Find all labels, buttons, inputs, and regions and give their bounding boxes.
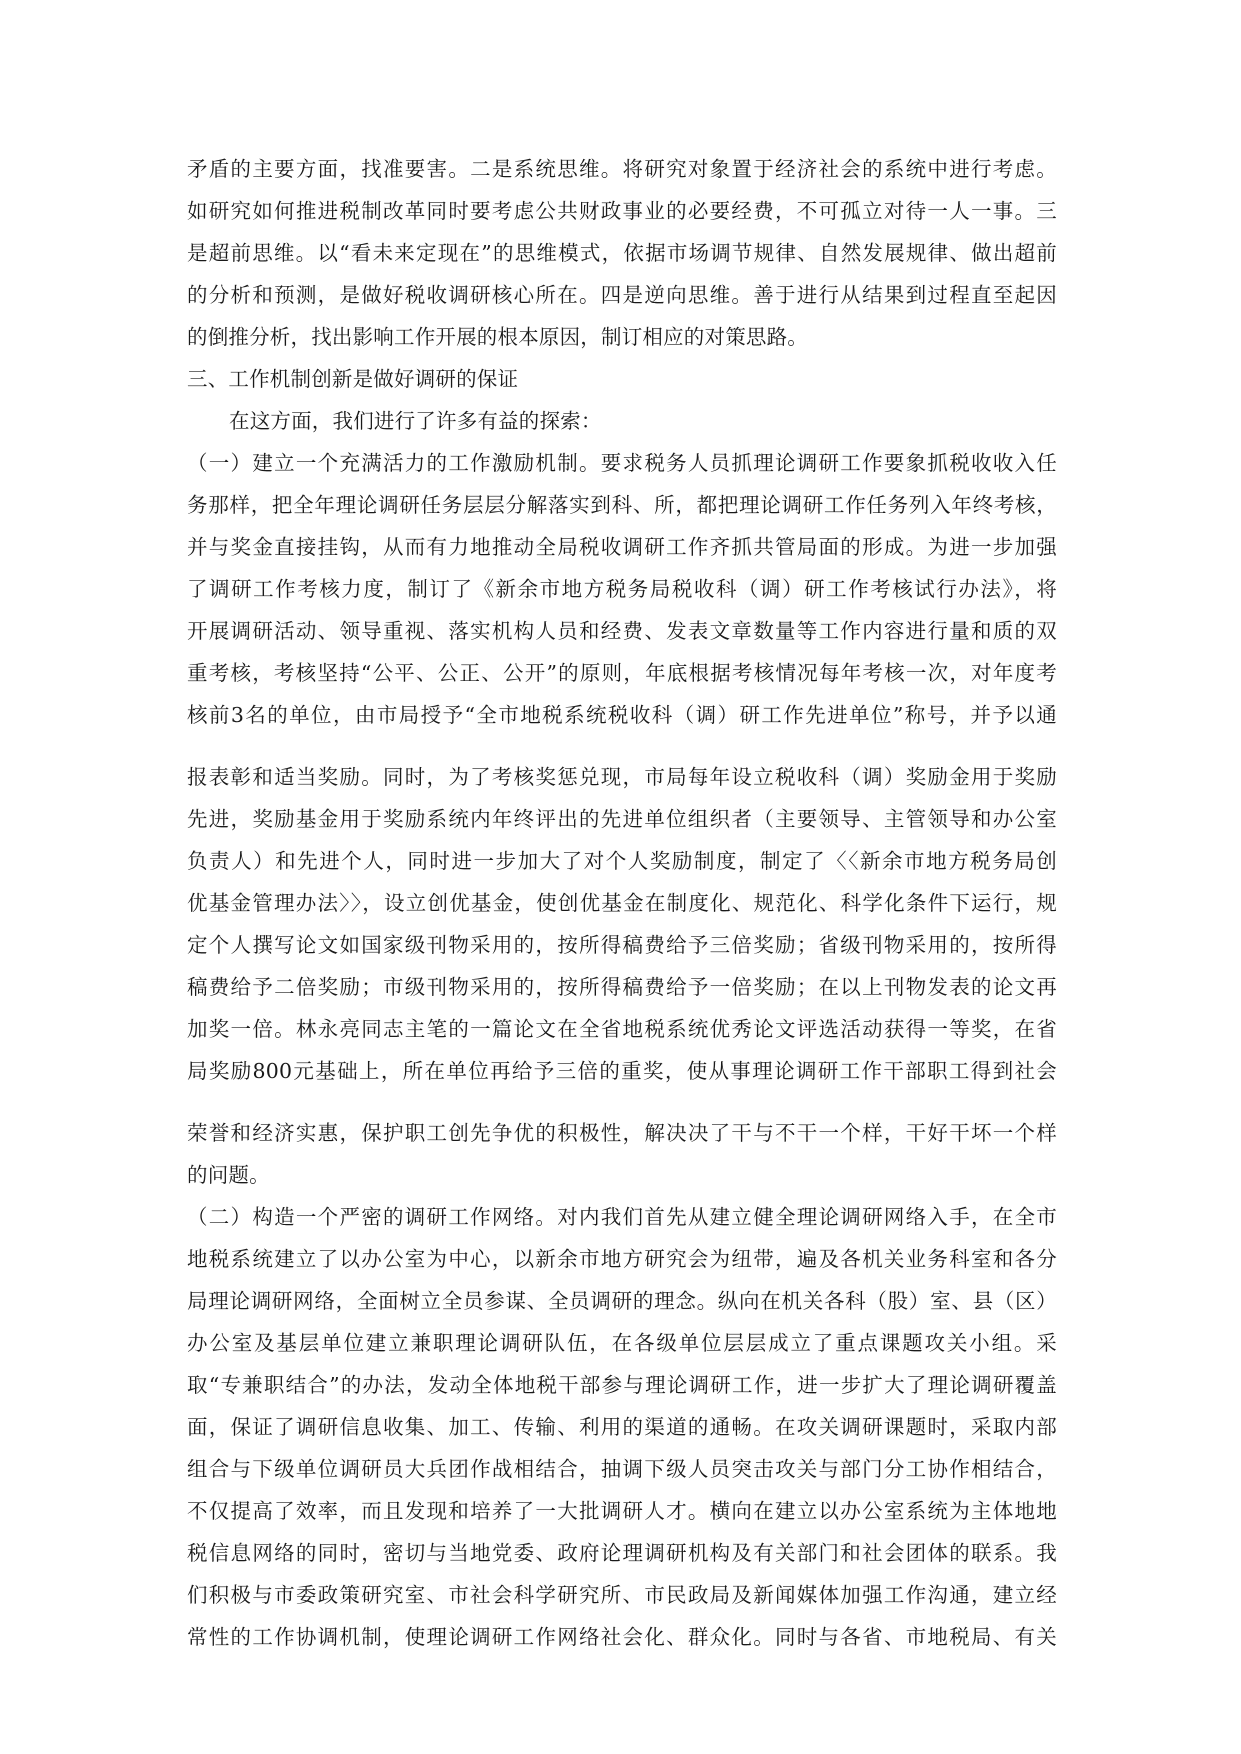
text-line: 的倒推分析，找出影响工作开展的根本原因，制订相应的对策思路。 xyxy=(187,325,808,349)
text-line: 办公室及基层单位建立兼职理论调研队伍，在各级单位层层成立了重点课题攻关小组。采 xyxy=(187,1331,1057,1355)
text-line: 重考核，考核坚持“公平、公正、公开”的原则，年底根据考核情况每年考核一次，对年度考 xyxy=(187,661,1057,685)
text-line: 组合与下级单位调研员大兵团作战相结合，抽调下级人员突击攻关与部门分工协作相结合， xyxy=(187,1457,1057,1481)
text-line: 面，保证了调研信息收集、加工、传输、利用的渠道的通畅。在攻关调研课题时，采取内部 xyxy=(187,1415,1057,1439)
text-line: 局理论调研网络，全面树立全员参谋、全员调研的理念。纵向在机关各科（股）室、县（区） xyxy=(187,1289,1057,1313)
text-line: 负责人）和先进个人，同时进一步加大了对个人奖励制度，制定了〈〈新余市地方税务局创 xyxy=(187,849,1057,873)
text-line: 的问题。 xyxy=(187,1163,270,1187)
text-line: （二）构造一个严密的调研工作网络。对内我们首先从建立健全理论调研网络入手，在全市 xyxy=(187,1205,1057,1229)
text-line: 开展调研活动、领导重视、落实机构人员和经费、发表文章数量等工作内容进行量和质的双 xyxy=(187,619,1057,643)
text-line: 稿费给予二倍奖励；市级刊物采用的，按所得稿费给予一倍奖励；在以上刊物发表的论文再 xyxy=(187,975,1057,999)
text-line: 税信息网络的同时，密切与当地党委、政府论理调研机构及有关部门和社会团体的联系。我 xyxy=(187,1541,1057,1565)
text-line: 优基金管理办法〉〉，设立创优基金，使创优基金在制度化、规范化、科学化条件下运行，规 xyxy=(187,891,1057,915)
text-line: 矛盾的主要方面，找准要害。二是系统思维。将研究对象置于经济社会的系统中进行考虑。 xyxy=(187,157,1057,181)
text-line: 了调研工作考核力度，制订了《新余市地方税务局税收科（调）研工作考核试行办法》，将 xyxy=(187,577,1057,601)
text-line: 取“专兼职结合”的办法，发动全体地税干部参与理论调研工作，进一步扩大了理论调研覆盖 xyxy=(187,1373,1057,1397)
text-line: 定个人撰写论文如国家级刊物采用的，按所得稿费给予三倍奖励；省级刊物采用的，按所得 xyxy=(187,933,1057,957)
text-line: 常性的工作协调机制，使理论调研工作网络社会化、群众化。同时与各省、市地税局、有关 xyxy=(187,1625,1057,1649)
text-line: 们积极与市委政策研究室、市社会科学研究所、市民政局及新闻媒体加强工作沟通，建立经 xyxy=(187,1583,1057,1607)
text-line: 在这方面，我们进行了许多有益的探索： xyxy=(229,409,602,433)
body-text xyxy=(187,148,1057,1658)
text-line: （一）建立一个充满活力的工作激励机制。要求税务人员抓理论调研工作要象抓税收收入任 xyxy=(187,451,1057,475)
text-line: 核前3名的单位，由市局授予“全市地税系统税收科（调）研工作先进单位”称号，并予以通 xyxy=(187,703,1057,727)
text-line: 不仅提高了效率，而且发现和培养了一大批调研人才。横向在建立以办公室系统为主体地地 xyxy=(187,1499,1057,1523)
text-line: 并与奖金直接挂钩，从而有力地推动全局税收调研工作齐抓共管局面的形成。为进一步加强 xyxy=(187,535,1057,559)
text-line: 报表彰和适当奖励。同时，为了考核奖惩兑现，市局每年设立税收科（调）奖励金用于奖励 xyxy=(187,765,1057,789)
text-line: 加奖一倍。林永亮同志主笔的一篇论文在全省地税系统优秀论文评选活动获得一等奖，在省 xyxy=(187,1017,1057,1041)
text-line: 三、工作机制创新是做好调研的保证 xyxy=(187,367,519,391)
text-line: 先进，奖励基金用于奖励系统内年终评出的先进单位组织者（主要领导、主管领导和办公室 xyxy=(187,807,1057,831)
text-line: 是超前思维。以“看未来定现在”的思维模式，依据市场调节规律、自然发展规律、做出超前 xyxy=(187,241,1057,265)
text-line: 的分析和预测，是做好税收调研核心所在。四是逆向思维。善于进行从结果到过程直至起因 xyxy=(187,283,1057,307)
text-line: 如研究如何推进税制改革同时要考虑公共财政事业的必要经费，不可孤立对待一人一事。三 xyxy=(187,199,1057,223)
text-line: 地税系统建立了以办公室为中心，以新余市地方研究会为纽带，遍及各机关业务科室和各分 xyxy=(187,1247,1057,1271)
text-line: 荣誉和经济实惠，保护职工创先争优的积极性，解决决了干与不干一个样，干好干坏一个样 xyxy=(187,1121,1057,1145)
text-line: 务那样，把全年理论调研任务层层分解落实到科、所，都把理论调研工作任务列入年终考核， xyxy=(187,493,1057,517)
text-line: 局奖励800元基础上，所在单位再给予三倍的重奖，使从事理论调研工作干部职工得到社会 xyxy=(187,1059,1057,1083)
